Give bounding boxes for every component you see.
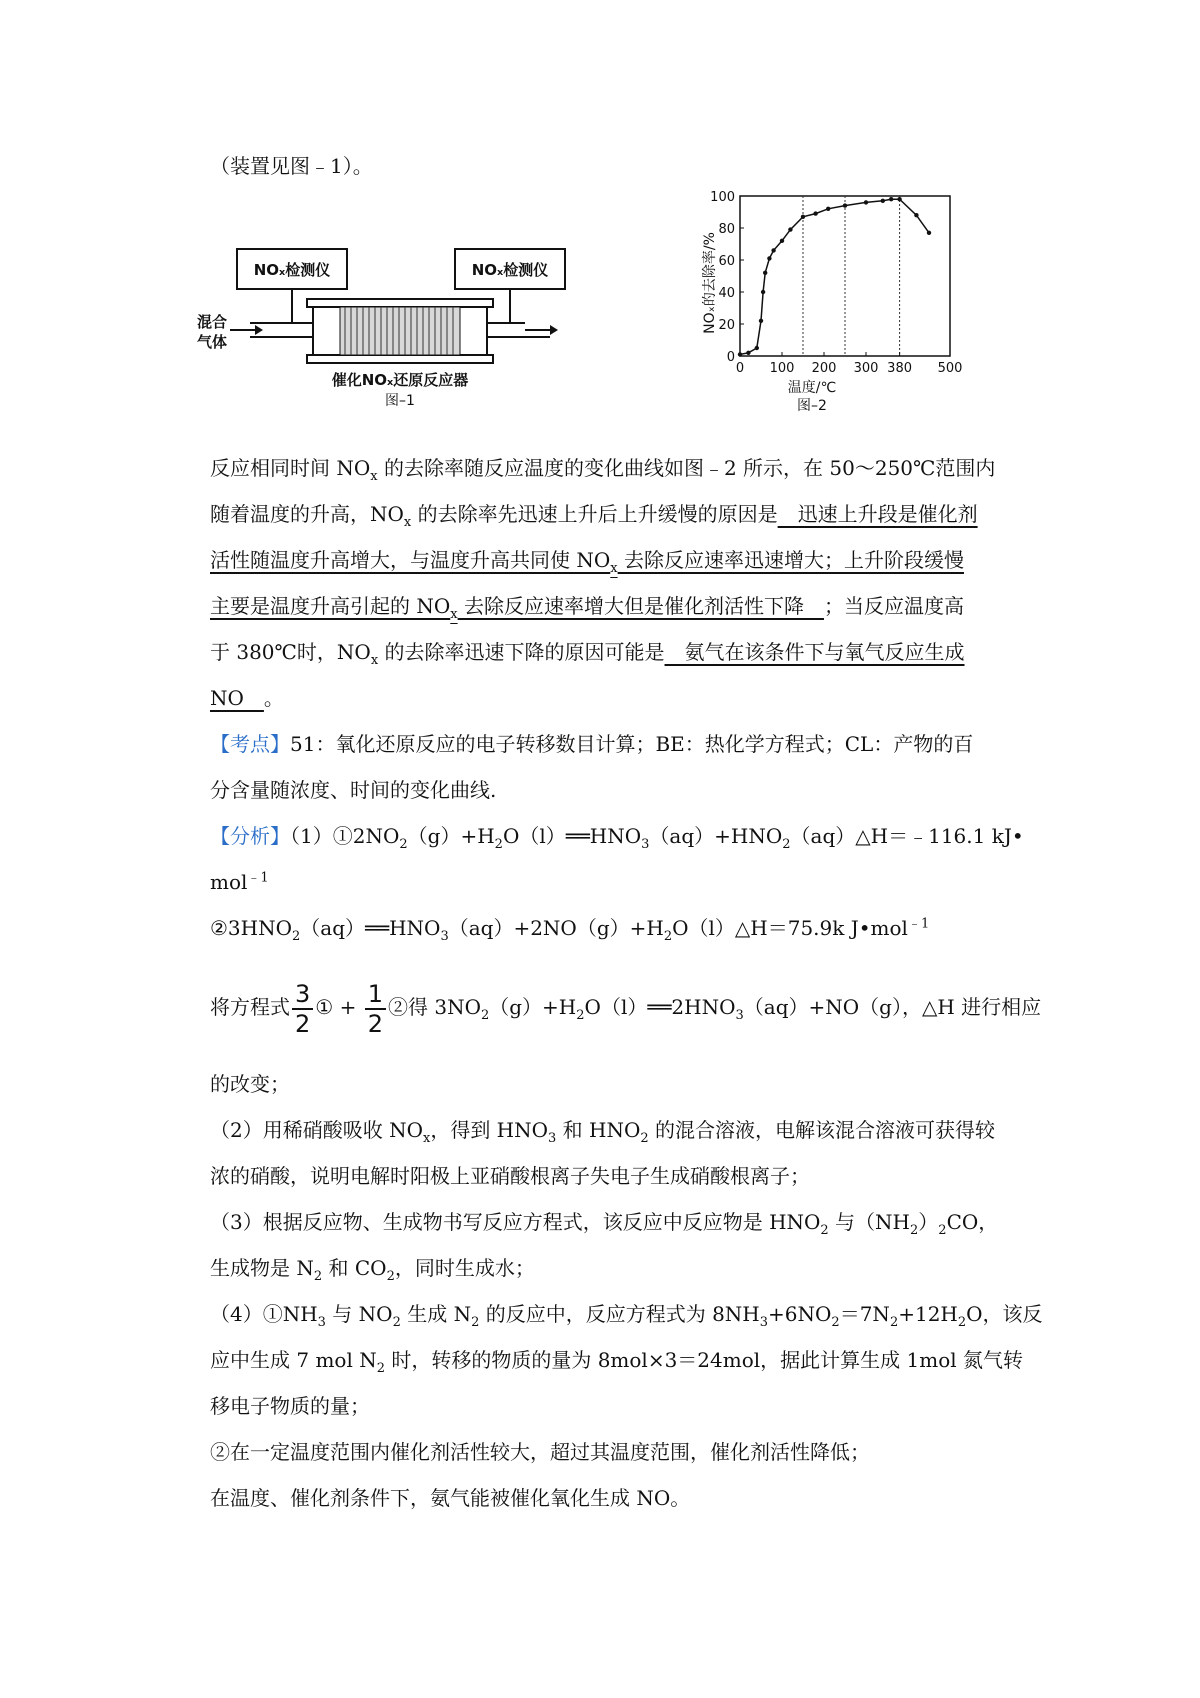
detector-left-label: NOₓ检测仪 — [253, 261, 331, 279]
p4-line-4: ②在一定温度范围内催化剂活性较大，超过其温度范围，催化剂活性降低； — [210, 1440, 870, 1464]
para-line-2: 随着温度的升高，$NO_x$ 的去除率先迅速上升后上升缓慢的原因是 迅速上升段是催化剂 — [210, 502, 978, 530]
chart-y-tick-label: 100 — [710, 190, 735, 205]
chart-data-point — [780, 239, 784, 243]
p4-line-1: $(4)①NH_3$ 与 $NO_2$ 生成 $N_2$ 的反应中，反应方程式为 $8NH_3+6NO_2=7N_2+12H_2O$，该反 — [210, 1302, 1043, 1330]
fraction-3-2: $\frac{3}{2}$ — [292, 980, 313, 1038]
eq3-line: 将方程式 $\frac{3}{2}$ ① + $\frac{1}{2}$ ②得 $3NO_2(g)+H_2O(l)══2HNO_3(aq)+NO(g)$，△H 进行相应 — [210, 979, 1042, 1038]
chart-data-point — [826, 207, 830, 211]
detector-right-label: NOₓ检测仪 — [471, 261, 549, 279]
eq2-line: $②3HNO_2(aq)══HNO_3(aq)+2NO(g)+H_2O(l)\triangle H=75.9k$ J•mol$^{﹣1}$ — [210, 916, 930, 944]
kaodian-tag: 【考点】 — [210, 732, 290, 756]
p4-line-5: 在温度、催化剂条件下，氨气能被催化氧化生成 NO。 — [210, 1486, 691, 1510]
chart-x-tick-label: 0 — [735, 361, 745, 376]
fenxi-line-2: mol$^{﹣1}$ — [210, 870, 269, 894]
chart-data-point — [763, 271, 767, 275]
chart-data-point — [759, 319, 763, 323]
p4-line-2: 应中生成 7 mol $N_2$ 时，转移的物质的量为 8mol×3＝24mol，据此计算生成 1mol 氮气转 — [210, 1348, 1024, 1376]
chart-data-point — [767, 256, 771, 260]
fenxi-tag: 【分析】 — [210, 824, 290, 848]
chart-x-tick-label: 300 — [853, 361, 879, 376]
chart-data-point — [746, 351, 750, 355]
chart-y-tick-label: 60 — [718, 254, 735, 269]
chart-data-point — [813, 211, 817, 215]
chart-data-point — [889, 197, 893, 201]
chart-data-point — [788, 227, 792, 231]
p4-line-3: 移电子物质的量； — [210, 1394, 370, 1418]
catalyst-bed — [340, 307, 460, 355]
chart-data-point — [927, 231, 931, 235]
p2-line-1: （2）用稀硝酸吸收 $NO_x$，得到 $HNO_3$ 和 $HNO_2$ 的混合溶液，电解该混合溶液可获得较 — [210, 1118, 996, 1146]
chart-x-tick-label: 200 — [811, 361, 837, 376]
reactor-flange-top — [307, 299, 493, 307]
figure1-caption: 图–1 — [385, 393, 415, 409]
chart-data-point — [843, 203, 847, 207]
p3-line-1: （3）根据反应物、生成物书写反应方程式，该反应中反应物是 $HNO_2$ 与$(NH_2)_2CO$， — [210, 1210, 999, 1238]
p3-line-2: 生成物是 $N_2$ 和 $CO_2$，同时生成水； — [210, 1256, 535, 1284]
intro-text: （装置见图﹣1）。 — [210, 154, 373, 178]
chart-data-point — [897, 197, 901, 201]
chart-x-tick-label: 500 — [937, 361, 963, 376]
chart-data-point — [881, 199, 885, 203]
reactor-caption: 催化NOₓ还原反应器 — [331, 371, 469, 389]
kaodian-line-1: 【考点】51：氧化还原反应的电子转移数目计算；BE：热化学方程式；CL：产物的百 — [210, 732, 974, 756]
chart-data-point — [771, 248, 775, 252]
para-line-4: 主要是温度升高引起的 $NO_x$ 去除反应速率增大但是催化剂活性下降 ；当反应温度高 — [210, 594, 964, 622]
eq3-cont: 的改变； — [210, 1072, 290, 1096]
para-line-3: 活性随温度升高增大，与温度升高共同使 $NO_x$ 去除反应速率迅速增大；上升阶段缓慢 — [210, 548, 964, 576]
kaodian-line-2: 分含量随浓度、时间的变化曲线. — [210, 778, 497, 802]
p2-line-2: 浓的硝酸，说明电解时阳极上亚硝酸根离子失电子生成硝酸根离子； — [210, 1164, 810, 1188]
chart-y-tick-label: 80 — [718, 222, 735, 237]
chart-data-point — [914, 213, 918, 217]
chart-caption: 图–2 — [797, 398, 827, 414]
removal-rate-chart — [700, 188, 980, 428]
chart-data-point — [738, 352, 742, 356]
inlet-label-1: 混合 — [197, 313, 228, 331]
chart-data-point — [801, 215, 805, 219]
chart-data-point — [864, 200, 868, 204]
chart-x-tick-label: 380 — [887, 361, 913, 376]
fenxi-line-1: 【分析】$(1)①2NO_2(g)+H_2O(l)══HNO_3(aq)+HNO_2(aq)\triangle H=﹣116.1$ kJ• — [210, 824, 1024, 852]
para-line-5: 于 380℃时，$NO_x$ 的去除率迅速下降的原因可能是 氨气在该条件下与氧气反应生成 — [210, 640, 965, 668]
chart-y-tick-label: 40 — [718, 286, 735, 301]
inlet-label-2: 气体 — [197, 333, 228, 351]
chart-ylabel: NOₓ的去除率/% — [702, 232, 718, 334]
chart-data-point — [755, 346, 759, 350]
para-line-6: NO 。 — [210, 686, 284, 710]
apparatus-diagram — [195, 245, 595, 415]
chart-x-tick-label: 100 — [769, 361, 795, 376]
chart-y-tick-label: 20 — [718, 318, 735, 333]
para-line-1: 反应相同时间 $NO_x$ 的去除率随反应温度的变化曲线如图﹣2 所示，在 50～250℃范围内 — [210, 456, 996, 484]
chart-series-line — [740, 199, 929, 354]
chart-xlabel: 温度/℃ — [787, 380, 837, 396]
chart-data-point — [761, 290, 765, 294]
fraction-1-2: $\frac{1}{2}$ — [365, 980, 386, 1038]
reactor-flange-bottom — [307, 355, 493, 363]
chart-y-tick-label: 0 — [726, 350, 735, 365]
